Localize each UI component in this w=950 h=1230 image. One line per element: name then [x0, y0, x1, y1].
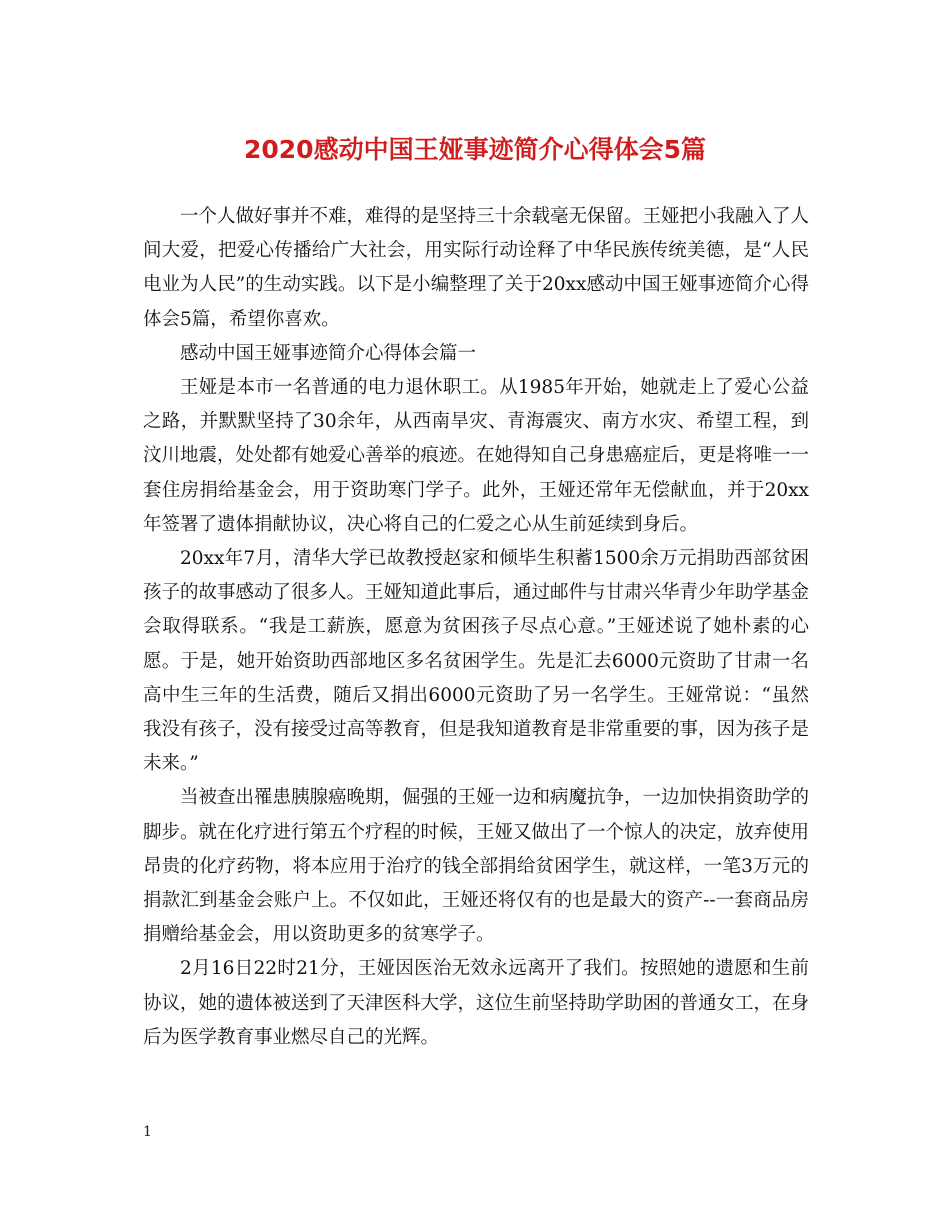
body-paragraph: 2月16日22时21分，王娅因医治无效永远离开了我们。按照她的遗愿和生前协议，她的遗体被送到了天津医科大学，这位生前坚持助学助困的普通女工，在身后为医学教育事业燃尽自己的光辉。 — [143, 958, 810, 1048]
body-paragraph: 当被查出罹患胰腺癌晚期，倔强的王娅一边和病魔抗争，一边加快捐资助学的脚步。就在化疗进行第五个疗程的时候，王娅又做出了一个惊人的决定，放弃使用昂贵的化疗药物，将本应用于治疗的钱全部捐给贫困学生，就这样，一笔3万元的捐款汇到基金会账户上。不仅如此，王娅还将仅有的也是最大的资产--一套商品房捐赠给基金会，用以资助更多的贫寒学子。 — [143, 787, 810, 946]
page-number: 1 — [143, 1124, 152, 1140]
document-body — [143, 200, 809, 1055]
section-heading: 感动中国王娅事迹简介心得体会篇一 — [180, 342, 477, 364]
document-title: 2020感动中国王娅事迹简介心得体会5篇 — [244, 135, 706, 164]
intro-paragraph: 一个人做好事并不难，难得的是坚持三十余载毫无保留。王娅把小我融入了人间大爱，把爱心传播给广大社会，用实际行动诠释了中华民族传统美德，是“人民电业为人民”的生动实践。以下是小编整理了关于20xx感动中国王娅事迹简介心得体会5篇，希望你喜欢。 — [143, 206, 810, 330]
body-paragraph: 王娅是本市一名普通的电力退休职工。从1985年开始，她就走上了爱心公益之路，并默默坚持了30余年，从西南旱灾、青海震灾、南方水灾、希望工程，到汶川地震，处处都有她爱心善举的痕迹。在她得知自己身患癌症后，更是将唯一一套住房捐给基金会，用于资助寒门学子。此外，王娅还常年无偿献血，并于20xx年签署了遗体捐献协议，决心将自己的仁爱之心从生前延续到身后。 — [143, 377, 810, 535]
body-paragraph: 20xx年7月，清华大学已故教授赵家和倾毕生积蓄1500余万元捐助西部贫困孩子的故事感动了很多人。王娅知道此事后，通过邮件与甘肃兴华青少年助学基金会取得联系。“我是工薪族，愿意为贫困孩子尽点心意。”王娅述说了她朴素的心愿。于是，她开始资助西部地区多名贫困学生。先是汇去6000元资助了甘肃一名高中生三年的生活费，随后又捐出6000元资助了另一名学生。王娅常说：“虽然我没有孩子，没有接受过高等教育，但是我知道教育是非常重要的事，因为孩子是未来。” — [143, 548, 810, 775]
